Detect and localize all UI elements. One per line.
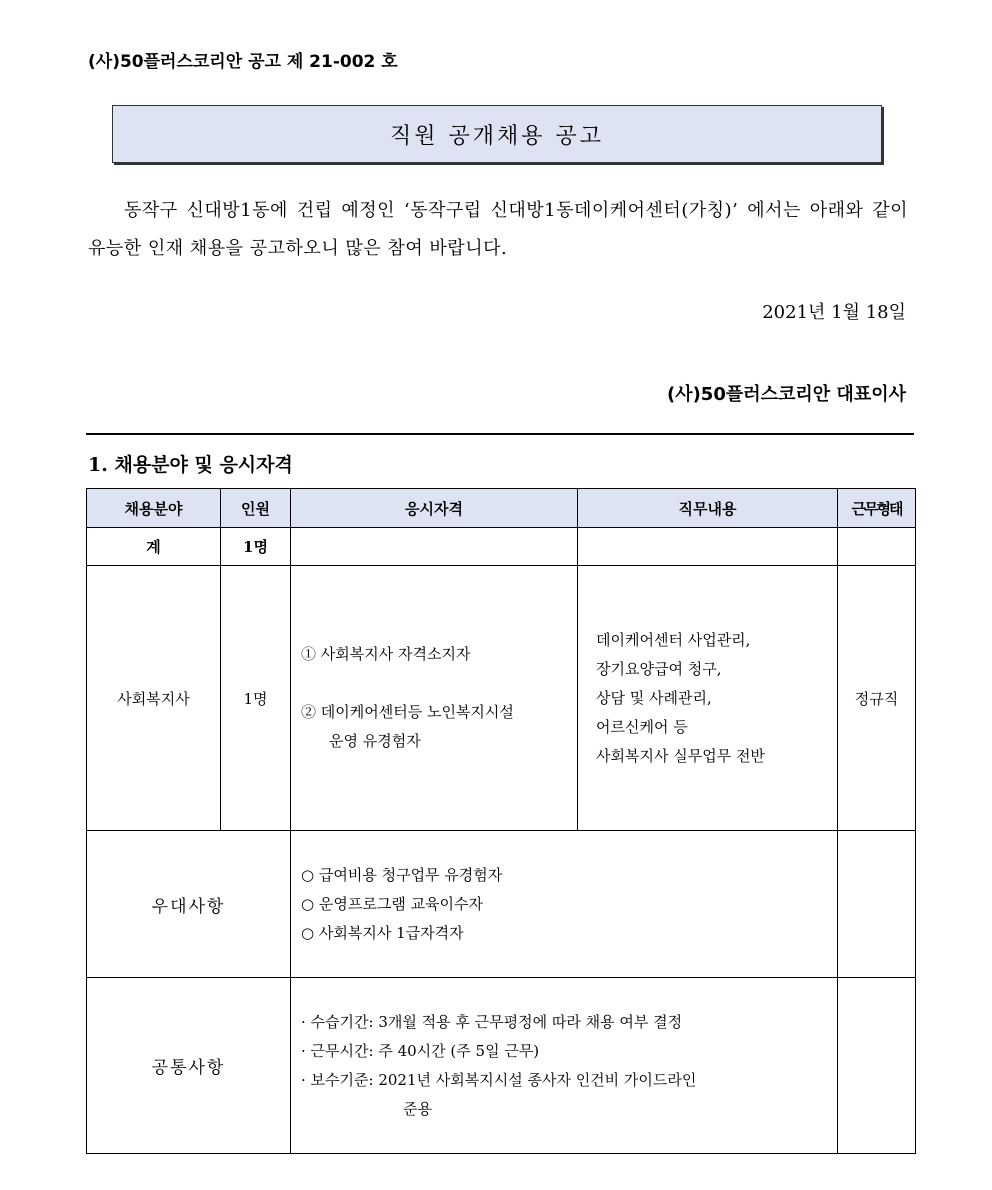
total-duties-cell xyxy=(578,528,838,566)
recruitment-table xyxy=(86,488,916,1154)
spacer xyxy=(301,669,577,698)
job-count: 1명 xyxy=(221,566,291,831)
preference-item: ○ 사회복지사 1급자격자 xyxy=(301,923,464,942)
duty-item: 사회복지사 실무업무 전반 xyxy=(596,746,765,765)
preference-item: ○ 운영프로그램 교육이수자 xyxy=(301,894,484,913)
qualification-item: ② 데이케어센터등 노인복지시설 xyxy=(301,703,514,721)
employment-type: 정규직 xyxy=(838,566,916,831)
page-title: 직원 공개채용 공고 xyxy=(389,123,604,149)
header-employment-type: 근무형태 xyxy=(838,489,916,528)
header-count: 인원 xyxy=(221,489,291,528)
common-item: 준용 xyxy=(403,1099,432,1118)
horizontal-rule xyxy=(86,433,914,435)
common-cell xyxy=(291,978,838,1154)
job-row xyxy=(87,566,916,831)
duty-item: 장기요양급여 청구, xyxy=(596,659,722,678)
header-qualifications: 응시자격 xyxy=(291,489,578,528)
intro-paragraph: 동작구 신대방1동에 건립 예정인 ‘동작구립 신대방1동데이케어센터(가칭)’ 에서는 아래와 같이 유능한 인재 채용을 공고하오니 많은 참여 바랍니다. xyxy=(88,200,908,259)
preference-row xyxy=(87,831,916,978)
total-label: 계 xyxy=(87,528,221,566)
common-item: · 수습기간: 3개월 적용 후 근무평정에 따라 채용 여부 결정 xyxy=(301,1012,683,1031)
common-label: 공통사항 xyxy=(87,978,291,1154)
total-type-cell xyxy=(838,528,916,566)
common-item: · 보수기준: 2021년 사회복지시설 종사자 인건비 가이드라인 xyxy=(301,1070,697,1089)
qualification-item: 운영 유경험자 xyxy=(329,732,421,750)
job-field: 사회복지사 xyxy=(87,566,221,831)
preference-empty-cell xyxy=(838,831,916,978)
common-empty-cell xyxy=(838,978,916,1154)
preference-label: 우대사항 xyxy=(87,831,291,978)
table-header-row xyxy=(87,489,916,528)
header-duties: 직무내용 xyxy=(578,489,838,528)
section-title: 1. 채용분야 및 응시자격 xyxy=(88,454,293,476)
total-count: 1명 xyxy=(221,528,291,566)
total-row xyxy=(87,528,916,566)
announcement-date: 2021년 1월 18일 xyxy=(762,302,906,323)
qualification-item: ① 사회복지사 자격소지자 xyxy=(301,645,471,663)
preference-cell xyxy=(291,831,838,978)
common-row xyxy=(87,978,916,1154)
duties-cell xyxy=(578,566,838,831)
common-item: · 근무시간: 주 40시간 (주 5일 근무) xyxy=(301,1041,540,1060)
notice-number: (사)50플러스코리안 공고 제 21-002 호 xyxy=(88,52,398,72)
duty-item: 데이케어센터 사업관리, xyxy=(596,630,751,649)
qualifications-cell xyxy=(291,566,578,831)
duty-item: 상담 및 사례관리, xyxy=(596,688,712,707)
preference-item: ○ 급여비용 청구업무 유경험자 xyxy=(301,865,503,884)
header-field: 채용분야 xyxy=(87,489,221,528)
duty-item: 어르신케어 등 xyxy=(596,717,688,736)
title-box xyxy=(112,105,882,163)
issuer-name: (사)50플러스코리안 대표이사 xyxy=(666,384,906,405)
total-qualifications-cell xyxy=(291,528,578,566)
